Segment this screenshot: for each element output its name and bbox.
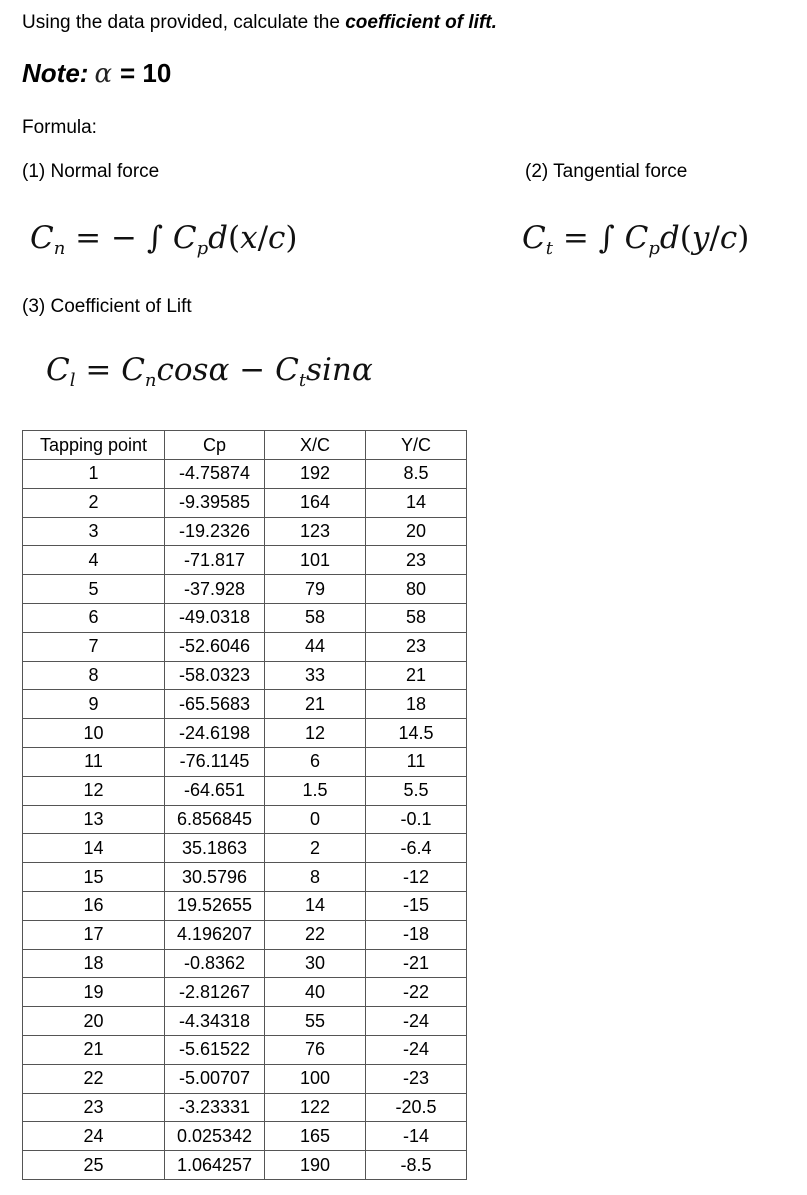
cell-x-c: 192 [265,460,366,489]
cell-x-c: 122 [265,1093,366,1122]
table-row [23,661,467,690]
table-row [23,776,467,805]
cell-tapping-point: 8 [23,661,165,690]
cell-y-c: -0.1 [366,805,467,834]
formula-heading: Formula: [22,117,97,138]
cell-tapping-point: 4 [23,546,165,575]
cell-tapping-point: 9 [23,690,165,719]
table-row [23,1007,467,1036]
tangential-force-equation: $C_t$ = ∫ $C_pd(y/c)$ [522,220,750,259]
instruction-prefix: Using the data provided, calculate the [22,12,346,33]
table-row [23,978,467,1007]
cell-x-c: 79 [265,575,366,604]
cell-y-c: 58 [366,603,467,632]
cell-y-c: 8.5 [366,460,467,489]
cell-y-c: -15 [366,891,467,920]
cell-x-c: 190 [265,1151,366,1180]
cell-cp: 1.064257 [165,1151,265,1180]
cell-cp: -65.5683 [165,690,265,719]
header-x-c: X/C [265,431,366,460]
cell-x-c: 21 [265,690,366,719]
cell-x-c: 58 [265,603,366,632]
note-label: Note: [22,58,89,88]
cell-tapping-point: 12 [23,776,165,805]
cell-cp: -4.75874 [165,460,265,489]
cell-x-c: 30 [265,949,366,978]
table-row [23,488,467,517]
table-row [23,1093,467,1122]
cell-tapping-point: 25 [23,1151,165,1180]
table-row [23,863,467,892]
cell-tapping-point: 23 [23,1093,165,1122]
cell-x-c: 14 [265,891,366,920]
cell-y-c: -12 [366,863,467,892]
cell-tapping-point: 6 [23,603,165,632]
cell-x-c: 55 [265,1007,366,1036]
cell-y-c: -20.5 [366,1093,467,1122]
cell-cp: 19.52655 [165,891,265,920]
alpha-symbol: α [94,59,112,89]
table-row [23,517,467,546]
cell-y-c: -14 [366,1122,467,1151]
cell-cp: -2.81267 [165,978,265,1007]
tangential-force-label: (2) Tangential force [525,161,688,182]
cell-tapping-point: 15 [23,863,165,892]
cell-x-c: 44 [265,632,366,661]
table-row [23,603,467,632]
cell-x-c: 12 [265,719,366,748]
normal-force-label: (1) Normal force [22,161,160,182]
cell-tapping-point: 17 [23,920,165,949]
cell-y-c: 18 [366,690,467,719]
table-row [23,1151,467,1180]
instruction-text [22,12,497,34]
table-row [23,747,467,776]
table-row [23,805,467,834]
cell-tapping-point: 21 [23,1035,165,1064]
cell-x-c: 33 [265,661,366,690]
cell-cp: -5.00707 [165,1064,265,1093]
cell-tapping-point: 19 [23,978,165,1007]
table-row [23,834,467,863]
cell-cp: -52.6046 [165,632,265,661]
cell-cp: -19.2326 [165,517,265,546]
cell-tapping-point: 1 [23,460,165,489]
cell-cp: -37.928 [165,575,265,604]
lift-coefficient-equation: $C_l = C_n\cos\alpha - C_t\sin\alpha$ [46,352,373,391]
instruction-emphasis: coefficient of lift. [345,12,497,33]
cell-tapping-point: 14 [23,834,165,863]
table-header-row [23,431,467,460]
cell-y-c: -21 [366,949,467,978]
cell-x-c: 100 [265,1064,366,1093]
cell-y-c: 14.5 [366,719,467,748]
cell-x-c: 22 [265,920,366,949]
table-row [23,546,467,575]
cell-x-c: 6 [265,747,366,776]
normal-force-equation: $C_n$ = − ∫ $C_pd(x/c)$ [30,220,298,259]
cell-tapping-point: 2 [23,488,165,517]
header-tapping-point: Tapping point [23,431,165,460]
lift-coefficient-label: (3) Coefficient of Lift [22,296,192,317]
cell-cp: -76.1145 [165,747,265,776]
cell-cp: -24.6198 [165,719,265,748]
table-row [23,891,467,920]
cell-tapping-point: 20 [23,1007,165,1036]
cell-cp: -64.651 [165,776,265,805]
table-row [23,460,467,489]
cell-y-c: 20 [366,517,467,546]
cell-cp: -3.23331 [165,1093,265,1122]
note-line [22,58,171,89]
cell-x-c: 0 [265,805,366,834]
table-body [23,460,467,1180]
cell-x-c: 123 [265,517,366,546]
cell-x-c: 165 [265,1122,366,1151]
cell-tapping-point: 18 [23,949,165,978]
table-row [23,1035,467,1064]
cell-cp: -0.8362 [165,949,265,978]
table-row [23,1064,467,1093]
cell-cp: -4.34318 [165,1007,265,1036]
table-row [23,1122,467,1151]
cell-cp: -58.0323 [165,661,265,690]
cell-y-c: -8.5 [366,1151,467,1180]
cell-x-c: 101 [265,546,366,575]
cell-y-c: -23 [366,1064,467,1093]
cell-x-c: 2 [265,834,366,863]
cell-x-c: 8 [265,863,366,892]
cell-y-c: 14 [366,488,467,517]
cell-y-c: 5.5 [366,776,467,805]
table-row [23,719,467,748]
cell-y-c: -24 [366,1007,467,1036]
cell-tapping-point: 16 [23,891,165,920]
cell-y-c: -18 [366,920,467,949]
cell-cp: 6.856845 [165,805,265,834]
cell-y-c: 11 [366,747,467,776]
cell-tapping-point: 22 [23,1064,165,1093]
cell-y-c: 80 [366,575,467,604]
cell-y-c: -6.4 [366,834,467,863]
cell-cp: -9.39585 [165,488,265,517]
cell-cp: 35.1863 [165,834,265,863]
table-row [23,949,467,978]
cell-tapping-point: 10 [23,719,165,748]
cell-cp: 4.196207 [165,920,265,949]
cell-x-c: 164 [265,488,366,517]
cell-tapping-point: 3 [23,517,165,546]
cell-cp: 30.5796 [165,863,265,892]
table-row [23,690,467,719]
cell-x-c: 1.5 [265,776,366,805]
cell-cp: 0.025342 [165,1122,265,1151]
cell-tapping-point: 13 [23,805,165,834]
table-row [23,575,467,604]
cell-y-c: 21 [366,661,467,690]
cell-tapping-point: 7 [23,632,165,661]
cell-y-c: -22 [366,978,467,1007]
header-cp: Cp [165,431,265,460]
cell-tapping-point: 24 [23,1122,165,1151]
data-table [22,430,467,1180]
cell-y-c: -24 [366,1035,467,1064]
note-value: = 10 [120,58,172,88]
cell-x-c: 40 [265,978,366,1007]
cell-cp: -49.0318 [165,603,265,632]
table-row [23,632,467,661]
cell-cp: -5.61522 [165,1035,265,1064]
cell-x-c: 76 [265,1035,366,1064]
table-row [23,920,467,949]
cell-tapping-point: 11 [23,747,165,776]
header-y-c: Y/C [366,431,467,460]
cell-y-c: 23 [366,632,467,661]
cell-y-c: 23 [366,546,467,575]
cell-tapping-point: 5 [23,575,165,604]
cell-cp: -71.817 [165,546,265,575]
